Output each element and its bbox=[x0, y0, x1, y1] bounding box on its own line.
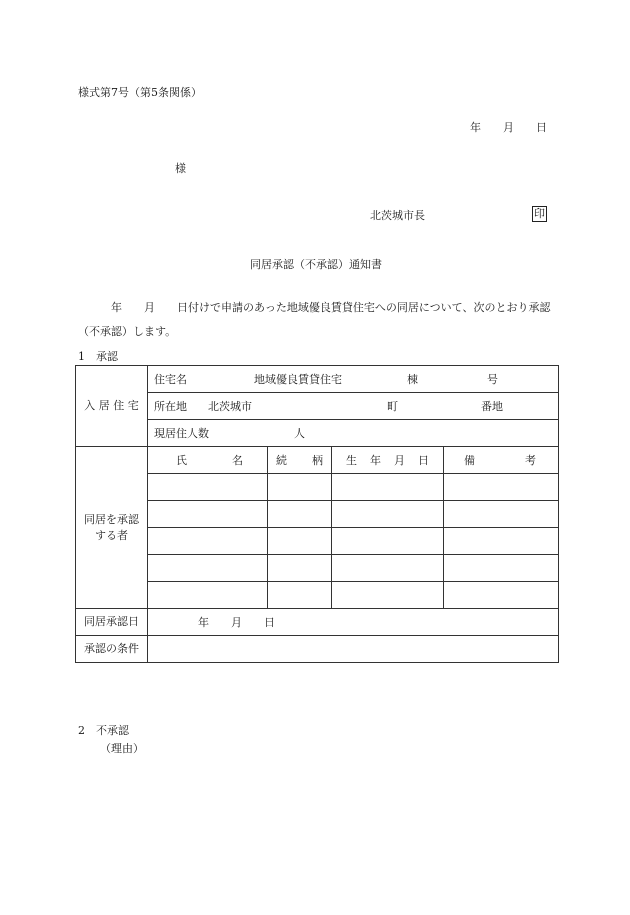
cohabitant-row-3 bbox=[76, 528, 559, 555]
housing-name-label: 住宅名 bbox=[154, 373, 187, 386]
approval-date-label: 同居承認日 bbox=[76, 609, 148, 636]
section-approval-heading: 1 承認 bbox=[78, 350, 118, 363]
form-number: 様式第7号（第5条関係） bbox=[78, 86, 202, 99]
cohabitant-label: 同居を承認する者 bbox=[76, 447, 148, 609]
housing-name-value: 地域優良賃貸住宅 bbox=[254, 373, 342, 386]
building-label: 棟 bbox=[407, 373, 418, 386]
sender-title: 北茨城市長 bbox=[370, 209, 425, 222]
tenant-housing-label: 入 居 住 宅 bbox=[76, 366, 148, 447]
location-label: 所在地 bbox=[154, 400, 187, 413]
town-label: 町 bbox=[387, 400, 398, 413]
addressee-suffix: 様 bbox=[175, 162, 186, 175]
approval-date-value[interactable]: 年 月 日 bbox=[148, 609, 559, 636]
location-city: 北茨城市 bbox=[208, 400, 252, 413]
persons-label: 人 bbox=[294, 427, 305, 440]
seal-mark: 印 bbox=[534, 207, 545, 220]
approval-table bbox=[75, 365, 559, 663]
conditions-label: 承認の条件 bbox=[76, 636, 148, 663]
col-header-birthdate: 生 年 月 日 bbox=[332, 447, 444, 474]
residents-row bbox=[148, 420, 559, 447]
residents-label: 現居住人数 bbox=[154, 427, 209, 440]
col-header-name: 氏 名 bbox=[148, 447, 268, 474]
cohabitant-row-4 bbox=[76, 555, 559, 582]
number-label: 号 bbox=[487, 373, 498, 386]
cohabitant-row-1 bbox=[76, 474, 559, 501]
housing-name-row bbox=[148, 366, 559, 393]
cohabitant-row-2 bbox=[76, 501, 559, 528]
col-header-remarks: 備 考 bbox=[444, 447, 559, 474]
reason-label: （理由） bbox=[100, 742, 144, 755]
date-line: 年 月 日 bbox=[470, 121, 547, 134]
lot-label: 番地 bbox=[481, 400, 503, 413]
col-header-relation: 続 柄 bbox=[268, 447, 332, 474]
document-title: 同居承認（不承認）通知書 bbox=[250, 258, 382, 271]
location-row bbox=[148, 393, 559, 420]
section-disapproval-heading: 2 不承認 bbox=[78, 724, 129, 737]
conditions-field[interactable] bbox=[148, 636, 559, 663]
cohabitant-row-5 bbox=[76, 582, 559, 609]
body-text: 年 月 日付けで申請のあった地域優良賃貸住宅への同居について、次のとおり承認（不承認）します。 bbox=[78, 301, 551, 338]
